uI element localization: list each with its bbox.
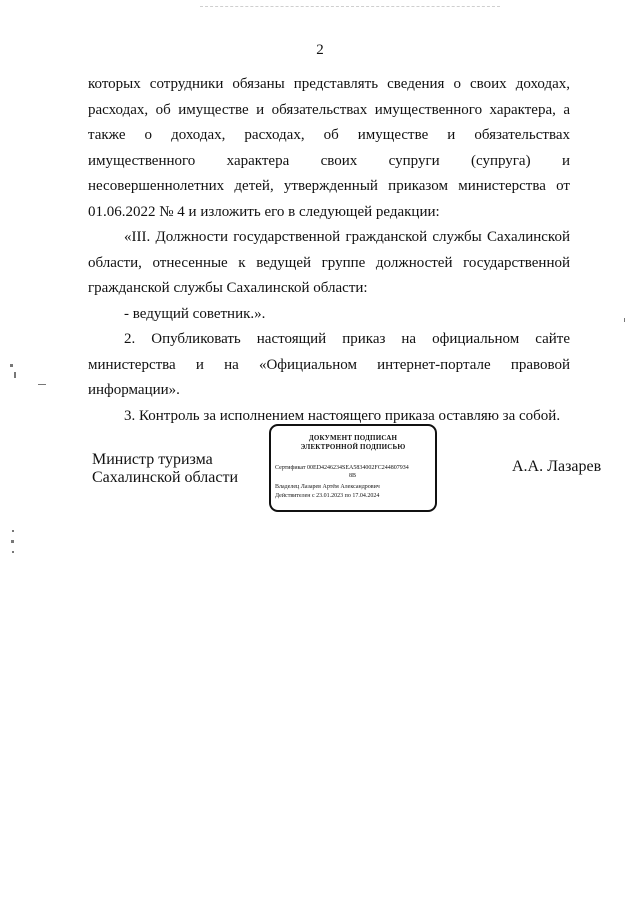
- stamp-owner: Владелец Лазарев Артём Александрович: [275, 484, 380, 490]
- scan-speck: [38, 384, 46, 385]
- stamp-validity: Действителен с 23.01.2023 по 17.04.2024: [275, 493, 380, 499]
- paragraph-item-3: 3. Контроль за исполнением настоящего приказа оставляю за собой.: [124, 407, 561, 424]
- signatory-position-line2: Сахалинской области: [92, 469, 239, 486]
- stamp-heading-line2: ЭЛЕКТРОННОЙ ПОДПИСЬЮ: [300, 443, 406, 451]
- document-body: [88, 72, 570, 429]
- page-number: 2: [316, 42, 324, 58]
- scan-edge-line: [200, 6, 500, 7]
- scan-speck: [10, 364, 13, 367]
- scan-speck: [12, 530, 14, 532]
- paragraph-quoted-section: «III. Должности государственной гражданской службы Сахалинской области, отнесенные к ведущей группе должностей государственной гражданской службы Сахалинской области:: [88, 229, 570, 296]
- stamp-certificate-tail: 8B: [349, 473, 357, 479]
- stamp-heading-line1: ДОКУМЕНТ ПОДПИСАН: [308, 434, 398, 442]
- signatory-position-line1: Министр туризма: [92, 451, 213, 468]
- stamp-certificate: Сертификат 00ED4246234SEA5834002FC2448079З4: [275, 465, 409, 471]
- electronic-signature-stamp: [269, 424, 437, 512]
- scan-speck: [11, 540, 14, 543]
- scan-speck: [12, 551, 14, 553]
- stamp-heading: [271, 434, 435, 452]
- paragraph-item-2: 2. Опубликовать настоящий приказ на официальном сайте министерства и на «Официальном интернет-портале правовой информации».: [88, 331, 570, 398]
- signatory-name: А.А. Лазарев: [512, 458, 602, 475]
- scan-speck: [14, 372, 16, 378]
- paragraph-position-item: - ведущий советник.».: [124, 305, 266, 322]
- paragraph-continuation: которых сотрудники обязаны представлять сведения о своих доходах, расходах, об имуществе и обязательствах имущественного характера, а также о доходах, расходах, об имуществе и обязательствах имущественного характера своих супруги (супруга) и несовершеннолетних детей, утвержденный приказом министерства от 01.06.2022 № 4 и изложить его в следующей редакции:: [88, 76, 570, 220]
- signatory-position: [92, 451, 238, 487]
- scan-speck: [624, 318, 625, 322]
